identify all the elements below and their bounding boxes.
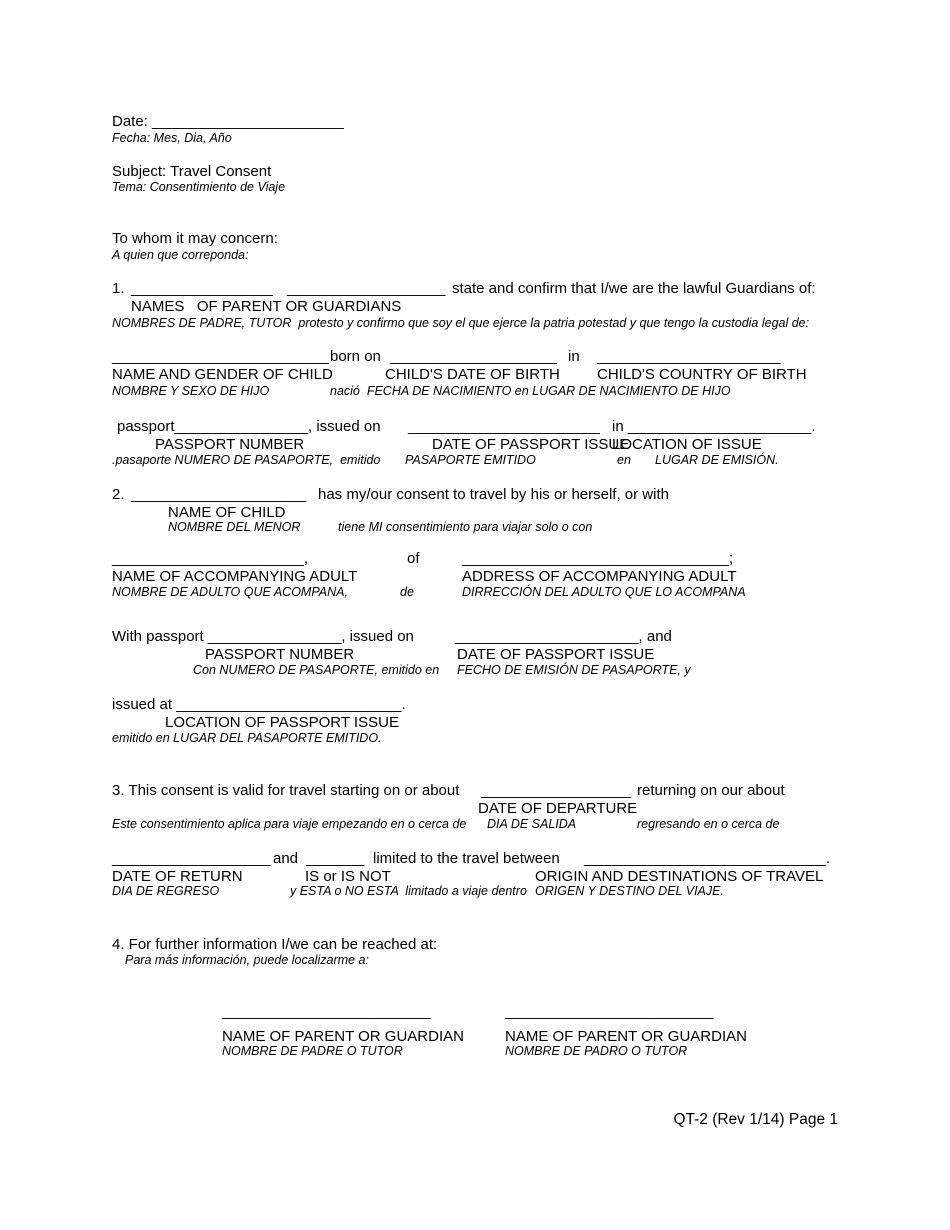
subject-line: Subject: Travel Consent <box>112 163 272 180</box>
is-isnot-blank: _______ <box>306 850 365 867</box>
issued-at-sub: emitido en LUGAR DEL PASAPORTE EMITIDO. <box>112 731 382 745</box>
adult-name-blank: _______________________, <box>112 550 309 567</box>
s2-child-name-label: NAME OF CHILD <box>168 504 286 521</box>
signature-sub-2: NOMBRE DE PADRO O TUTOR <box>505 1044 688 1058</box>
s2-statement: has my/our consent to travel by his or herself, or with <box>318 486 669 503</box>
child-dob-blank: ____________________ <box>390 348 557 365</box>
s3-departure-blank: __________________ <box>481 782 632 799</box>
child-name-blank: __________________________ <box>112 348 329 365</box>
signature-sub-1: NOMBRE DE PADRE O TUTOR <box>222 1044 403 1058</box>
passport-location-sub: LUGAR DE EMISIÓN. <box>655 453 779 467</box>
adult-passport-line-part1: With passport ________________, issued on <box>112 628 414 645</box>
subject-sub-label: Tema: Consentimiento de Viaje <box>112 180 286 194</box>
passport-location-label: LOCATION OF ISSUE <box>612 436 762 453</box>
adult-name-label: NAME OF ACCOMPANYING ADULT <box>112 568 358 585</box>
s1-guardian-blank-2: ___________________ <box>287 280 446 297</box>
return-and-text: and <box>273 850 299 867</box>
child-dob-country-sub: nació FECHA DE NACIMIENTO en LUGAR DE NACIMIENTO DE HIJO <box>330 384 731 398</box>
s1-guardian-blank-1: _________________ <box>131 280 273 297</box>
adult-passport-number-label: PASSPORT NUMBER <box>205 646 355 663</box>
adult-address-blank: ________________________________; <box>462 550 734 567</box>
adult-address-label: ADDRESS OF ACCOMPANYING ADULT <box>462 568 737 585</box>
s3-statement-2: returning on our about <box>637 782 785 799</box>
s3-statement-1: 3. This consent is valid for travel starting on or about <box>112 782 460 799</box>
issued-at-line: issued at ___________________________. <box>112 696 406 713</box>
passport-number-sub: .pasaporte NUMERO DE PASAPORTE, emitido <box>112 453 381 467</box>
adult-address-sub: DIRRECCIÓN DEL ADULTO QUE LO ACOMPANA <box>462 585 746 599</box>
footer-form-id: QT-2 (Rev 1/14) Page 1 <box>673 1111 838 1128</box>
limited-statement: limited to the travel between <box>373 850 560 867</box>
child-in-text: in <box>568 348 580 365</box>
adult-passport-date-label: DATE OF PASSPORT ISSUE <box>457 646 655 663</box>
passport-line-part3: in ______________________. <box>612 418 816 435</box>
passport-number-label: PASSPORT NUMBER <box>155 436 305 453</box>
s1-number: 1. <box>112 280 125 297</box>
return-date-blank: ___________________ <box>112 850 271 867</box>
adult-name-sub: NOMBRE DE ADULTO QUE ACOMPANA, <box>112 585 348 599</box>
child-name-label: NAME AND GENDER OF CHILD <box>112 366 333 383</box>
signature-blank-1: _________________________ <box>222 1003 431 1020</box>
s3-departure-sub: DIA DE SALIDA <box>487 817 577 831</box>
signature-label-1: NAME OF PARENT OR GUARDIAN <box>222 1028 464 1045</box>
s3-departure-label: DATE OF DEPARTURE <box>478 800 638 817</box>
child-country-label: CHILD'S COUNTRY OF BIRTH <box>597 366 807 383</box>
passport-issue-sub: PASAPORTE EMITIDO <box>405 453 536 467</box>
s1-sub-names: NOMBRES DE PADRE, TUTOR protesto y confirmo que soy el que ejerce la patria potestad y que tengo la custodia legal de: <box>112 316 810 330</box>
s1-statement: state and confirm that I/we are the lawful Guardians of: <box>452 280 816 297</box>
date-sub-label: Fecha: Mes, Dia, Año <box>112 131 232 145</box>
adult-passport-number-sub: Con NUMERO DE PASAPORTE, emitido en <box>193 663 440 677</box>
date-line: Date: _______________________ <box>112 113 344 130</box>
return-date-label: DATE OF RETURN <box>112 868 243 885</box>
adult-passport-date-sub: FECHO DE EMISIÓN DE PASAPORTE, y <box>457 663 691 677</box>
is-isnot-label: IS or IS NOT <box>305 868 391 885</box>
adult-of-text: of <box>407 550 420 567</box>
s2-child-name-sub: NOMBRE DEL MENOR <box>168 520 301 534</box>
issued-at-label: LOCATION OF PASSPORT ISSUE <box>165 714 399 731</box>
is-isnot-sub: y ESTA o NO ESTA limitado a viaje dentro <box>290 884 527 898</box>
passport-en-sub: en <box>617 453 631 467</box>
s3-sub-3: regresando en o cerca de <box>637 817 780 831</box>
signature-blank-2: _________________________ <box>505 1003 714 1020</box>
s3-sub-1: Este consentimiento aplica para viaje empezando en o cerca de <box>112 817 467 831</box>
origin-sub: ORIGEN Y DESTINO DEL VIAJE. <box>535 884 724 898</box>
origin-label: ORIGIN AND DESTINATIONS OF TRAVEL <box>535 868 824 885</box>
return-date-sub: DIA DE REGRESO <box>112 884 220 898</box>
salutation: To whom it may concern: <box>112 230 278 247</box>
passport-issue-date-blank: _______________________ <box>408 418 600 435</box>
s4-sub: Para más información, puede localizarme a: <box>125 953 369 967</box>
s2-consent-sub: tiene MI consentimiento para viajar solo o con <box>338 520 593 534</box>
child-name-sub: NOMBRE Y SEXO DE HIJO <box>112 384 270 398</box>
adult-passport-line-part2: ______________________, and <box>455 628 672 645</box>
child-dob-label: CHILD'S DATE OF BIRTH <box>385 366 560 383</box>
s4-statement: 4. For further information I/we can be reached at: <box>112 936 438 953</box>
salutation-sub: A quien que correponda: <box>112 248 249 262</box>
child-country-blank: ______________________ <box>597 348 781 365</box>
s1-label-names: NAMES OF PARENT OR GUARDIANS <box>131 298 402 315</box>
passport-line-part1: passport________________, issued on <box>117 418 381 435</box>
child-born-on-text: born on <box>330 348 381 365</box>
passport-issue-date-label: DATE OF PASSPORT ISSUE <box>432 436 630 453</box>
signature-label-2: NAME OF PARENT OR GUARDIAN <box>505 1028 747 1045</box>
s2-number: 2. <box>112 486 125 503</box>
adult-de-sub: de <box>400 585 414 599</box>
origin-blank: _____________________________. <box>584 850 831 867</box>
s2-child-name-blank: _____________________ <box>131 486 307 503</box>
